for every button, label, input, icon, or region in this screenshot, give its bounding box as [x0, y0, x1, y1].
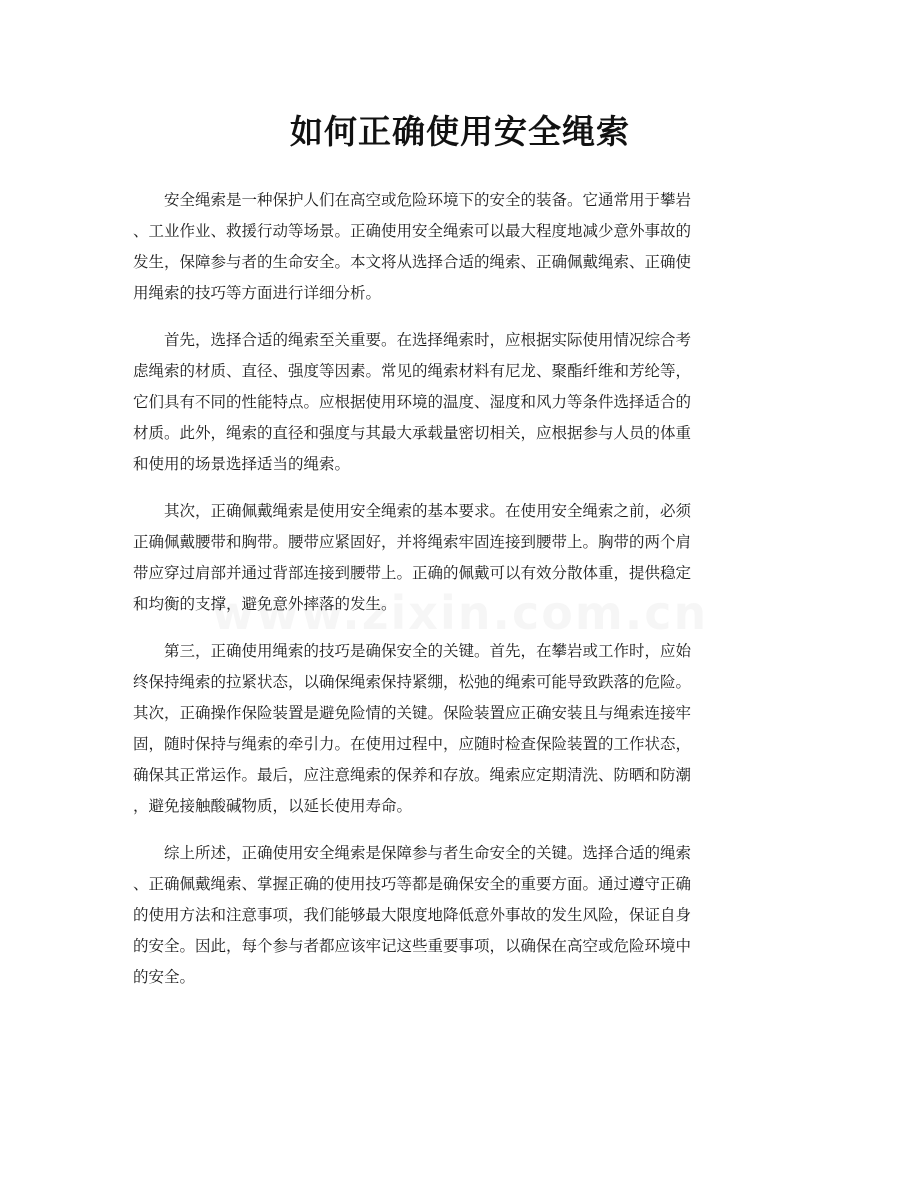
text-line: 、正确佩戴绳索、掌握正确的使用技巧等都是确保安全的重要方面。通过遵守正确 [133, 875, 692, 893]
text-line: 虑绳索的材质、直径、强度等因素。常见的绳索材料有尼龙、聚酯纤维和芳纶等， [133, 362, 692, 380]
text-line: 发生，保障参与者的生命安全。本文将从选择合适的绳索、正确佩戴绳索、正确使 [133, 253, 692, 271]
text-line: 首先，选择合适的绳索至关重要。在选择绳索时，应根据实际使用情况综合考 [133, 331, 692, 349]
paragraph-intro [133, 185, 789, 309]
text-line: 和使用的场景选择适当的绳索。 [133, 455, 351, 473]
text-line: 综上所述，正确使用安全绳索是保障参与者生命安全的关键。选择合适的绳索 [133, 844, 692, 862]
text-line: 固，随时保持与绳索的牵引力。在使用过程中，应随时检查保险装置的工作状态， [133, 735, 692, 753]
article-body [133, 185, 789, 1009]
text-line: 材质。此外，绳索的直径和强度与其最大承载量密切相关，应根据参与人员的体重 [133, 424, 692, 442]
text-line: 、工业作业、救援行动等场景。正确使用安全绳索可以最大程度地减少意外事故的 [133, 222, 692, 240]
text-line: 安全绳索是一种保护人们在高空或危险环境下的安全的装备。它通常用于攀岩 [133, 191, 692, 209]
text-line: 的使用方法和注意事项，我们能够最大限度地降低意外事故的发生风险，保证自身 [133, 906, 692, 924]
text-line: 它们具有不同的性能特点。应根据使用环境的温度、湿度和风力等条件选择适合的 [133, 393, 692, 411]
text-line: 第三，正确使用绳索的技巧是确保安全的关键。首先，在攀岩或工作时，应始 [133, 642, 692, 660]
text-line: 其次，正确操作保险装置是避免险情的关键。保险装置应正确安装且与绳索连接牢 [133, 704, 692, 722]
text-line: 确保其正常运作。最后，应注意绳索的保养和存放。绳索应定期清洗、防晒和防潮 [133, 766, 692, 784]
text-line: 正确佩戴腰带和胸带。腰带应紧固好，并将绳索牢固连接到腰带上。胸带的两个肩 [133, 533, 692, 551]
page-title: 如何正确使用安全绳索 [290, 112, 630, 151]
text-line: 的安全。因此，每个参与者都应该牢记这些重要事项，以确保在高空或危险环境中 [133, 937, 692, 955]
text-line: 用绳索的技巧等方面进行详细分析。 [133, 284, 382, 302]
paragraph-choose-rope [133, 325, 789, 480]
paragraph-use-technique [133, 636, 789, 822]
text-line: 终保持绳索的拉紧状态，以确保绳索保持紧绷，松弛的绳索可能导致跌落的危险。 [133, 673, 692, 691]
text-line: 带应穿过肩部并通过背部连接到腰带上。正确的佩戴可以有效分散体重，提供稳定 [133, 564, 692, 582]
text-line: 其次，正确佩戴绳索是使用安全绳索的基本要求。在使用安全绳索之前，必须 [133, 502, 692, 520]
text-line: 和均衡的支撑，避免意外摔落的发生。 [133, 595, 397, 613]
text-line: ，避免接触酸碱物质，以延长使用寿命。 [133, 797, 413, 815]
paragraph-conclusion [133, 838, 789, 993]
paragraph-wear-rope [133, 496, 789, 620]
text-line: 的安全。 [133, 968, 196, 986]
